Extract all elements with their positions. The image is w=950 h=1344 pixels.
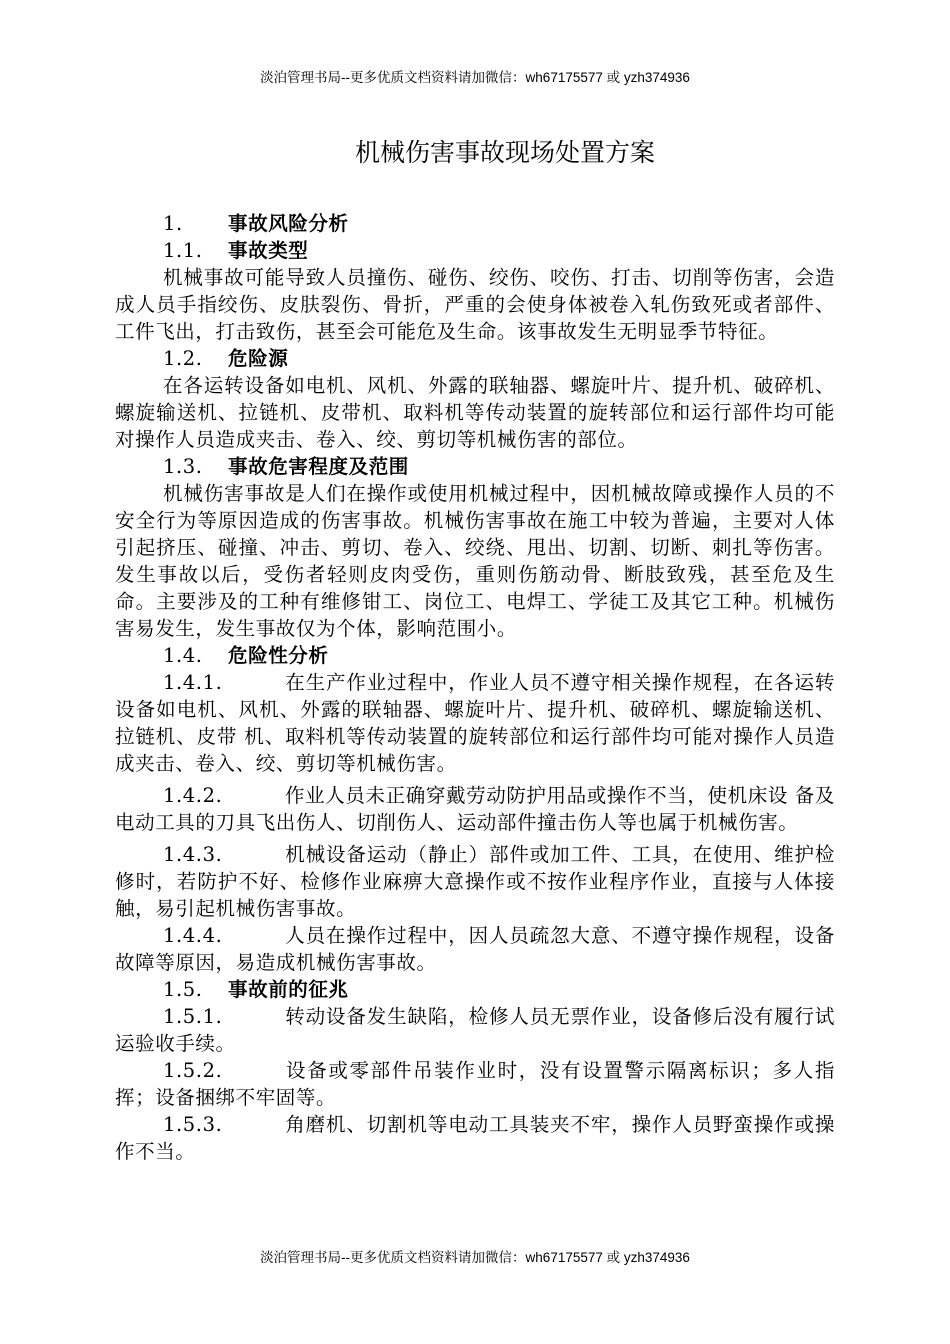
subsection-heading — [115, 237, 835, 264]
paragraph: 机械事故可能导致人员撞伤、碰伤、绞伤、咬伤、打击、切削等伤害，会造成人员手指绞伤、皮肤裂伤、骨折，严重的会使身体被卷入轧伤致死或者部件、工件飞出，打击致伤，甚至会可能危及生命。该事故发生无明显季节特征。 — [115, 266, 835, 343]
item-number: 1.5.2. — [163, 1059, 223, 1082]
item-text: 作业人员未正确穿戴劳动防护用品或操作不当，使机床设 备及电动工具的刀具飞出伤人、切削伤人、运动部件撞击伤人等也属于机械伤害。 — [115, 784, 835, 834]
subsection-number: 1.2. — [163, 347, 203, 370]
list-item — [115, 1003, 835, 1057]
subsection-title: 事故类型 — [228, 239, 309, 262]
list-item — [115, 841, 835, 922]
item-text: 机械设备运动（静止）部件或加工件、工具，在使用、维护检修时，若防护不好、检修作业麻痹大意操作或不按作业程序作业，直接与人体接触，易引起机械伤害事故。 — [115, 843, 835, 920]
section-number: 1. — [163, 212, 183, 235]
item-text: 设备或零部件吊装作业时，没有设置警示隔离标识；多人指挥；设备捆绑不牢固等。 — [115, 1059, 835, 1109]
item-number: 1.5.3. — [163, 1113, 223, 1136]
subsection-heading — [115, 345, 835, 372]
subsection-title: 事故前的征兆 — [228, 978, 349, 1001]
item-number: 1.5.1. — [163, 1005, 223, 1028]
subsection-number: 1.5. — [163, 978, 203, 1001]
section-heading — [115, 210, 835, 237]
document-title: 机械伤害事故现场处置方案 — [354, 138, 655, 167]
list-item — [115, 1111, 835, 1165]
item-number: 1.4.3. — [163, 843, 223, 866]
list-item — [115, 922, 835, 976]
section-title: 事故风险分析 — [228, 212, 349, 235]
item-text: 角磨机、切割机等电动工具装夹不牢，操作人员野蛮操作或操作不当。 — [115, 1113, 835, 1163]
list-item — [115, 669, 835, 777]
page-header: 淡泊管理书局--更多优质文档资料请加微信：wh67175577 或 yzh374936 — [260, 70, 690, 85]
item-number: 1.4.4. — [163, 924, 223, 947]
item-text: 转动设备发生缺陷，检修人员无票作业，设备修后没有履行试运验收手续。 — [115, 1005, 835, 1055]
subsection-heading — [115, 453, 835, 480]
list-item — [115, 782, 835, 836]
subsection-title: 事故危害程度及范围 — [228, 455, 409, 478]
subsection-number: 1.1. — [163, 239, 203, 262]
subsection-heading — [115, 642, 835, 669]
subsection-number: 1.3. — [163, 455, 203, 478]
item-number: 1.4.2. — [163, 784, 223, 807]
subsection-title: 危险性分析 — [228, 644, 329, 667]
paragraph: 机械伤害事故是人们在操作或使用机械过程中，因机械故障或操作人员的不安全行为等原因造成的伤害事故。机械伤害事故在施工中较为普遍，主要对人体引起挤压、碰撞、冲击、剪切、卷入、绞绕、甩出、切割、切断、刺扎等伤害。发生事故以后，受伤者轻则皮肉受伤，重则伤筋动骨、断肢致残，甚至危及生命。主要涉及的工种有维修钳工、岗位工、电焊工、学徒工及其它工种。机械伤害易发生，发生事故仅为个体，影响范围小。 — [115, 482, 835, 640]
item-text: 人员在操作过程中，因人员疏忽大意、不遵守操作规程，设备故障等原因，易造成机械伤害事故。 — [115, 924, 835, 974]
list-item — [115, 1057, 835, 1111]
item-number: 1.4.1. — [163, 671, 223, 694]
item-text: 在生产作业过程中，作业人员不遵守相关操作规程，在各运转设备如电机、风机、外露的联轴器、螺旋叶片、提升机、破碎机、螺旋输送机、拉链机、皮带 机、取料机等传动装置的旋转部位和运行部件均可能对操作人员造成夹击、卷入、绞、剪切等机械伤害。 — [115, 671, 835, 775]
document-body — [115, 210, 835, 1165]
subsection-title: 危险源 — [228, 347, 289, 370]
subsection-number: 1.4. — [163, 644, 203, 667]
subsection-heading — [115, 976, 835, 1003]
paragraph: 在各运转设备如电机、风机、外露的联轴器、螺旋叶片、提升机、破碎机、螺旋输送机、拉链机、皮带机、取料机等传动装置的旋转部位和运行部件均可能对操作人员造成夹击、卷入、绞、剪切等机械伤害的部位。 — [115, 374, 835, 451]
page-footer: 淡泊管理书局--更多优质文档资料请加微信：wh67175577 或 yzh374936 — [260, 1250, 690, 1265]
